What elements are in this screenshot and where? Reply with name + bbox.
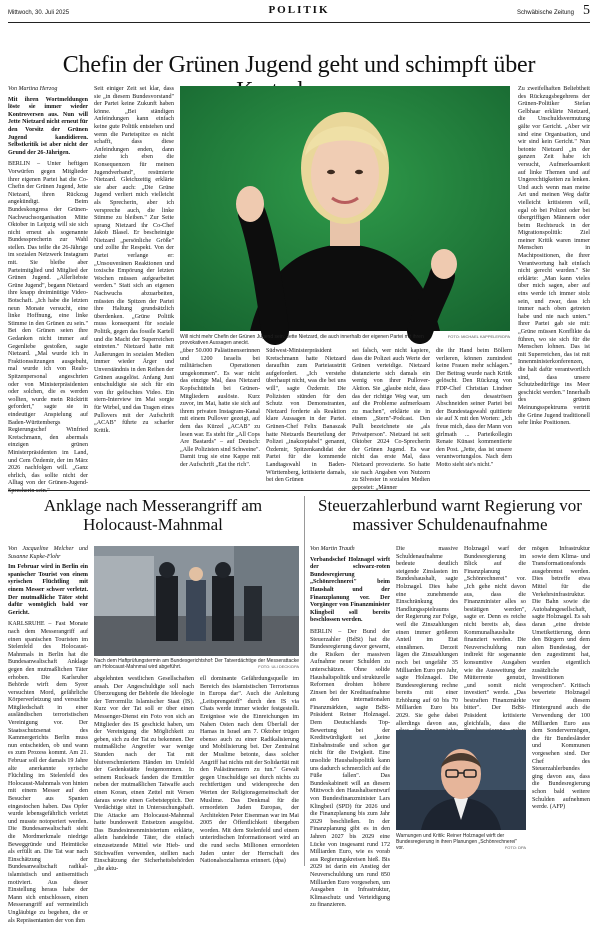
issue-date: Mittwoch, 30. Juli 2025 [8, 10, 70, 16]
portrait-illustration [180, 86, 510, 331]
newspaper-name: Schwäbische Zeitung [516, 10, 574, 16]
right-body-1: BERLIN – Der Bund der Steuerzahler (BdSt) hat die Bundesregierung davor gewarnt, die Risiken der massiven Aufnahme neuer Schulden zu unterschätzen. Ohne solide Haushaltspolitik und strukturelle Reformen drohten höhere Zinsen bei der Kreditaufnahme an den internationalen Finanzmärkten, sagte BdSt-Präsident Reiner Holznagel. Dem Deutschlands Top-Bewertung bei der Kreditwürdigkeit sei „keine Einbahnstraße und schon gar nicht für die Ewigkeit. Eine unsolide Haushaltspolitik kann uns dadurch schmerzlich auf die Füße fallen". Das Bundeskabinett will an diesem Mittwoch den Haushaltsentwurf von Bundesfinanzminister Lars Klingbeil (SPD) für 2026 und die Finanzplanung bis zum Jahr 2029 beschließen. In der Finanzplanung gibt es in den Jahren 2027 bis 2029 eine Lücke von insgesamt rund 172 Milliarden Euro, wie es vorab aus Regierungskreisen hieß. Bis 2029 ist darin ein Anstieg der Neuverschuldung um rund 850 Milliarden Euro vorgesehen, um Ausgaben in Infrastruktur, Klimaschutz und Verteidigung zu finanzieren. [310, 628, 390, 909]
left-body-2: abgelehnten westlichen Gesellschaften ansah. Der Angeschuldigte soll nach Überzeugung der Behörde die Ideologie der Terrormiliz Islamischer Staat (IS). Kurz vor der Tat soll er über einen Messenger-Dienst ein Foto von sich an Mitglieder des IS geschickt haben, um der Vereinigung die Möglichkeit zu geben, sich zu der Tat zu bekennen. Der mutmaßliche Angreifer war wenige Stunden nach der Tat mit blutverschmiertem Händen im Umfeld der Gedenkstätte festgenommen. In seinem Rucksack fanden die Ermittler neben der mutmaßlichen Tatwaffe auch einen Koran, einen Zettel mit Versen daraus sowie einen Gebetsteppich. Der Verdächtige sitzt in Untersuchungshaft. Die Attacke am Holocaust-Mahnmal hatte bundesweit Entsetzen ausgelöst. Das Bundesinnenministerium erklärte, allein handelnde Täter, die einfach einzusetzende Mittel wie Hieb- und Stichwaffen verwenden, stellten nach Einschätzung der Sicherheitsbehörden „die aktu- [94, 676, 194, 872]
main-article-col-6 [436, 348, 512, 488]
right-body-3: Holznagel warf der Bundesregierung im Blick auf die Finanzplanung „Schönrechnerei" vor. „Ich gehe nicht davon aus, dass die Finanzminister alles so bestätigen werden", sagte er. Denn es reiche nicht bereits ab, dass Kommunalhaushalte finanziert werden. Die Neuverschuldung nun indirekt für sogenannte konsumtive Ausgaben wie die Ausweitung der Mütterrente genutzt, „und somit nicht investiert" werde. „Das bestraften Finanzmärkte bitter". Der BdSt-Präsident kritisierte gleichfalls, dass die [464, 546, 526, 727]
left-photo-caption [94, 658, 299, 670]
left-author: Von Jacqueline Melcher und Susanne Kupke-Flohr [8, 546, 88, 560]
main-body-7: Zu zweifelhaften Beliebtheit des Rückzugsbegehrens der Grünen-Politiker Stefan Gelbhaar erklärte Nietzard, die Unschuldsvermutung gälte vor Gericht. „Aber wir sind eine Organisation, und wir sind kein Gericht." Nun betonte Nietzard „in der ganzen Zeit habe ich versucht, Aufmerksamkeit auf linke Themen und auf Ungerechtigkeiten zu lenken. Und auch wenn man meine Art und meinen Weg dafür vielleicht kritisieren will, egal ob bei Polizei oder bei übergriffigen Männern oder beim Rechtsruck in der Migrationspolitik: Ziel meiner Kritik waren immer Menschen in Machtpositionen, die ihrer Verantwortung halt einfach nicht gerecht wurden." Sie erklärte: „Man kann vieles über mich sagen, aber auf eins werde ich immer stolz sein, und zwar, dass ich immer nach oben getreten habe und nie nach unten." Ihrer Partei gab sie mit: „Grüne müssen Konflikte da führen, wo sie sich für die Menschen lohnen. Das ist mit Superreichen, das ist mit Innenministerkonferenzen, die halt dafür verantwortlich sind, dass unsere Schutzbedürftige ins Meer geschickt werden." Innerhalb des grünen Meinungsspektrums vertritt die Grüne Jugend traditionell sehr linke Positionen. [518, 86, 590, 427]
section-title: POLITIK [268, 4, 330, 16]
left-body-3: ell dominante Gefährdungsquelle im Bereich des islamistischen Terrorismus in Europa dar". Auch die Anleitung „Leitsprengstoff" durch den IS via Chats werde immer wieder festgestellt. Ereignisse wie die Einreichungen im Nahen Osten nach dem Überfall der Hamas in Israel am 7. Oktober trügen ebenso auch zu einer Radikalisierung und Mobilisierung bei. Der Zentralrat der Muslime betonte, dass solcher Angriff hat nichts mit der Solidarität mit den Palästinensern zu tun." Gewalt gegen Unschuldige sei durch nichts zu rechtfertigen und widerspreche den Werten der Religionsgemeinschaft der Muslime. Das Denkmal für die ermordeten Juden Europas, der Architekten Peter Eisenman war im Mai 2005 der Öffentlichkeit übergeben worden. Mit dem Stelenfeld und einem unterirdischen Informationsort wird an die rund sechs Millionen ermordeten Juden unter der Herrschaft des Nationalsozialismus erinnert. (dpa) [200, 676, 299, 865]
main-article-col-7 [518, 86, 590, 488]
right-article-col-2 [396, 546, 458, 726]
left-body-1: KARLSRUHE – Fast Monate nach dem Messerangriff auf einen spanischen Touristen im Stelenfeld des Holocaust-Mahnmals in Berlin hat die Bundesanwaltschaft Anklage gegen den mutmaßlichen Täter erhoben. Die Karlsruher Behörde wirft dem Syrer versuchten Mord, gefährliche Körperverletzung und versuchte Mitgliedschaft in einer ausländischen terroristischen Vereinigung vor. Der Staatsschutzsenat des Kammergerichts Berlin muss nun entscheiden, ob und wann es zum Prozess kommt. Am 21. Februar soll der damals 19 Jahre alte anerkannte syrische Flüchtling im Stelenfeld des Holocaust-Mahnmals von hinten mit einem Messer auf den Besucher aus Spanien eingestochen haben. Das Opfer wurde lebensgefährlich verletzt und musste notoperiert werden. Die Bundesanwaltschaft sieht die Mordmerkmale niedrige Beweggründe und Heimtücke als erfüllt an. Die Tat war nach Einschätzung der Bundesanwaltschaft radikal-islamistisch und antisemitisch motiviert. Aus dieser Einstellung heraus habe der Mann sich entschlossen, einen Messerangriff auf vermeintlich Ungläubige zu begehen, die er als Repräsentanten der von ihm [8, 621, 88, 924]
right-photo [396, 730, 526, 830]
right-photo-credit: FOTO: DPA [504, 845, 526, 850]
column-divider [304, 496, 305, 866]
right-lead: Verbandschef Holznagel wirft der schwarz-roten Bundesregierung „Schönrechnerei" beim Haushalt und der Finanzplanung vor. Der Vorgänger von Finanzminister Klingbeil soll bereits beschlossen werden. [310, 556, 390, 624]
right-body-2: Die massive Schuldenaufnahme bedeute deutlich steigende Zinslasten im Bundeshaushalt, sagte Holznagel. Dies habe eine zunehmende Einschränkung des Handlungsspielraums der Regierung zur Folge, weil die Zinszahlungen einen immer größeren Anteil im Etat einnähmen. Derzeit lägen die Zinszahlungen noch bei ungefähr 35 Milliarden Euro pro Jahr, sagte Holznagel. Die Bundesregierung rechne bereits mit einer Erhöhung auf 60 bis 70 Milliarden Euro bis 2029. Sie gehe dabei allerdings davon aus, [396, 546, 458, 727]
right-author: Von Martin Trauth [310, 546, 355, 552]
left-photo [94, 546, 299, 656]
page-number: 5 [583, 3, 590, 18]
right-headline: Steuerzahlerbund warnt Regierung vor massiver Schuldenaufnahme [318, 496, 582, 534]
left-article-col-1 [8, 546, 88, 924]
right-article-col-1 [310, 546, 390, 909]
main-article-col-2 [94, 86, 174, 486]
right-photo-caption-text: Warnungen und Kritik: Reiner Holznagel wirft der Bundesregierung in ihren Planungen „Schönrechnerei" vor. [396, 833, 518, 851]
main-body-2: Seit einiger Zeit sei klar, dass sie „in diesem Bundesvorstand" der Partei keine Zukunft haben könne. „Bei ständigen Anfeindungen kann einfach keine gute Politik entstehen und wenn die Parteispitze es nicht schafft, dass diese Anfeindungen enden, dann ziehe ich eben die Konsequenzen für meinen Jugendverband", resümierte Nietzard. Gleichzeitig erklärte sie aber auch: „Die Grüne Jugend verliert mich vielleicht als Sprecherin, aber ich verspreche auch, die linke Stimme zu bleiben." Zur Seite sprang Nietzard ihr Co-Chef Jakob Blasel. Er bescheinigte Nietzard „persönliche Größe" und zollte ihr Respekt. Von der Partei verlange er: „Unsouveränen Reaktionen und toxische Empörung der letzten Wochen müssen aufgearbeitet werden." Statt sich an eigenen Nachwuchs abzuarbeiten, müssten die Spitzen der Partei ihre Haltung grundsätzlich überdenken. „Grüne Politik muss konsequent für soziale Politik, gegen das fossile Kartell und die Macht der Superreichen eintreten." Nietzard hatte mit Äußerungen in sozialen Medien immer wieder Ärger und Unverständnis in den Reihen der Grünen ausgelöst. Anfang Juni entschuldigte sie sich für ein von ihr gelöschtes Video. Ein stern-Interview im Mai sorgte für Wirbel, und das Tragen eines Pullovers mit der Aufschrift „ACAB" führte zu scharfer Kritik. [94, 86, 174, 434]
left-article-col-3 [200, 676, 299, 866]
main-body-5: sei falsch, wer nicht kapiere, dass die Polizei auch Werte der Grünen verteidige. Nietzard distanzierte sich damals ein wenig von ihrer Pullover-Aktion. Sie „glaube nicht, dass das der richtige Weg war, um auf die Probleme aufmerksam zu machen", erklärte sie in einem „Stern"-Podcast. Den Pulli bezeichnete sie „als Privatperson". Nietzard ist seit Oktober 2024 Co-Sprecherin der Grünen Jugend. Es war nicht das erste Mal, dass Nietzard provozierte. So hatte sie nach Angaben von Nutzern zu Silvester in sozialen Medien gepostet: „Männer [352, 348, 430, 491]
arrest-scene-illustration [94, 546, 299, 656]
main-headline: Chefin der Grünen Jugend geht und schimpft über [62, 52, 536, 78]
main-author: Von Martina Herzog [8, 86, 58, 92]
left-photo-credit: FOTO: ULI DECK/DPA [258, 664, 299, 669]
main-body-1: BERLIN – Unter heftigen Vorwürfen gegen Mitglieder ihrer eigenen Partei hat die Co-Chefin der Grünen Jugend, Jette Nietzard, ihren Rückzug angekündigt. Beim Bundeskongress der Grünen-Nachwuchsorganisation Mitte Oktober in Leipzig will sie sich nicht erneut als sogenannte Bundessprecherin zur Wahl stellen. Das teilte die 26-Jährige im sozialen Netzwerk Instagram mit. Sie bleibe aber Parteimitglied und Mitglied der Grünen Jugend. „Allerliebste Grüne Jugend", begann Nietzard ihre knapp dreiminütige Video-Botschaft. „Ich habe die letzten neun Monate versucht, eine linke Hoffnung, eine linke Stimme in den Grünen zu sein." Bei den Grünen seien ihre Gedanken nicht immer auf Gegenliebe gestoßen, sagte Nietzard. „Mal wurde ich in Fraktionssitzungen ausgebuht, mal wurde ich von Realo-Spitzenpersonal angeschrien oder von Ministerpräsidenten oder solchen, die es werden wollten, wurde mein Rücktritt gefordert," sagte sie in eindeutiger Anspielung auf Baden-Württembergs Regierungschef Winfried Kretschmann, den abermals einzigen grünen Ministerpräsidenten im Land, und Cem Özdemir, der im März 2026 nachfolgen will. „Ganz ehrlich, das sollte nicht der Alltag von der Grünen-Jugend-Sprecherin sein." [8, 161, 88, 494]
right-article-col-3 [464, 546, 526, 726]
main-photo-caption-text: Will nicht mehr Chefin der Grünen Jugend sein: Jette Nietzard, die auch innerhalb der eigenen Partei mit ihren provokativen Aussagen aneckt. [180, 334, 424, 346]
main-article-col-5 [352, 348, 430, 491]
left-photo-caption-text: Nach dem Haftprüfungstermin am Bundesgerichtshof: Der Tatverdächtige der Messerattacke am Holocaust-Mahnmal wird abgeführt. [94, 658, 300, 670]
left-article-col-2 [94, 676, 194, 872]
main-article-col-3 [180, 348, 260, 488]
right-photo-caption [396, 833, 526, 851]
main-photo [180, 86, 510, 331]
left-lead: Im Februar wird in Berlin ein spanischer Tourist von einem syrischen Flüchtling mit einem Messer schwer verletzt. Der mutmaßliche Täter steht dafür womöglich bald vor Gericht. [8, 564, 88, 616]
main-photo-caption [180, 334, 510, 346]
main-body-6: die ihr Hand beim Böllern verlieren, können zumindest keine Frauen mehr schlagen." Der Beitrag wurde nach Kritik gelöscht. Den Rückzug von FDP-Chef Christian Lindner nach den desaströsen Abschneiden seiner Partei bei der Bundestagswahl quittierte sie auf X mit den Worten: „Ich freue mich, dass der Mann von girlmath ... Parteikollegin Renate Künast kommentierte den Post. „Jette, das ist unsere verantwortungslos. Nach dem Motto sieht sie's nicht." [436, 348, 512, 468]
main-lead: Mit ihren Wortmeldungen löste sie immer wieder Kontroversen aus. Nun will Jette Nietzard nicht erneut für den Vorsitz der Grünen Jugend kandidieren. Selbstkritik ist aber nicht der Grund der 26-Jährigen. [8, 96, 88, 156]
main-article-col-4 [266, 348, 346, 488]
holznagel-portrait-illustration [396, 730, 526, 830]
main-article-col-1 [8, 86, 88, 494]
main-body-3: „über 50.000 Palästinenserinnen und 1200 Israelis bei militärischen Operationen umgekommen". Es war nicht das einzige Mal, dass Nietzard Kopfschütteln bei Grünen-Mitgliedern auslöste. Kurz zuvor, im Mai, hatte sie sich auf ihrem privaten Instagram-Kanal mit einem Pullover gezeigt, auf dem das Kürzel „ACAB" zu lesen war. Es steht für „All Cops Are Bastards" – auf Deutsch: „Alle Polizisten sind Schweine". Damit trug sie eine Kappe mit der Aufschrift „Eat the rich". [180, 348, 260, 468]
section-divider [8, 490, 590, 491]
masthead [8, 4, 590, 20]
right-article-col-4 [532, 546, 590, 866]
left-headline: Anklage nach Messerangriff am Holocaust-Mahnmal [43, 496, 263, 534]
main-body-4: Südwest-Ministerpräsident Kretschmann hatte Nietzard daraufhin zum Parteiaustritt aufgefordert. „Ich verstehe überhaupt nicht, was die bei uns will", sagte Özdemir. Die Polizisten stünden für den Schutz von Demonstranten, Nietzard forderte als Reaktion klare Aussagen in der Partei. Grünen-Chef Felix Banaszak hatte Nietzards Beurteilung der Polizei „inakzeptabel" genannt, Özdemir, Spitzenkandidat der Partei für die kommende Landtagswahl in Baden-Württemberg, kritisierte damals, bei den Grünen [266, 348, 346, 484]
right-body-4: mögen Infrastruktur sowie dem Klima- und Transformationsfonds ausgebremst werden. Dies betreffe etwa Mittel für die Verkehrsinfrastruktur. Die Bahn sowie die Autobahngesellschaft, sagte Holznagel. Es sah daran „eine dreiste Umetikettierung, denn den Bürgern und dem alten Bundestag, der den zugestimmt hat, wurden eigentlich zusätzliche Investitionen versprochen". Kritisch bewertete Holznagel vor diesem Hintergrund auch die Verwendung der 100 Milliarden Euro aus dem Sondervermögen, die für Bundesländer und Kommunen vorgesehen sind. Der Chef des Steuerzahlerbundes ging davon aus, dass die Bundesregierung schon bald weitere Schulden aufnehmen werde. (AFP) [532, 546, 590, 811]
masthead-rule [8, 22, 590, 23]
main-photo-credit: FOTO: MICHAEL KAPPELER/DPA [447, 334, 510, 339]
